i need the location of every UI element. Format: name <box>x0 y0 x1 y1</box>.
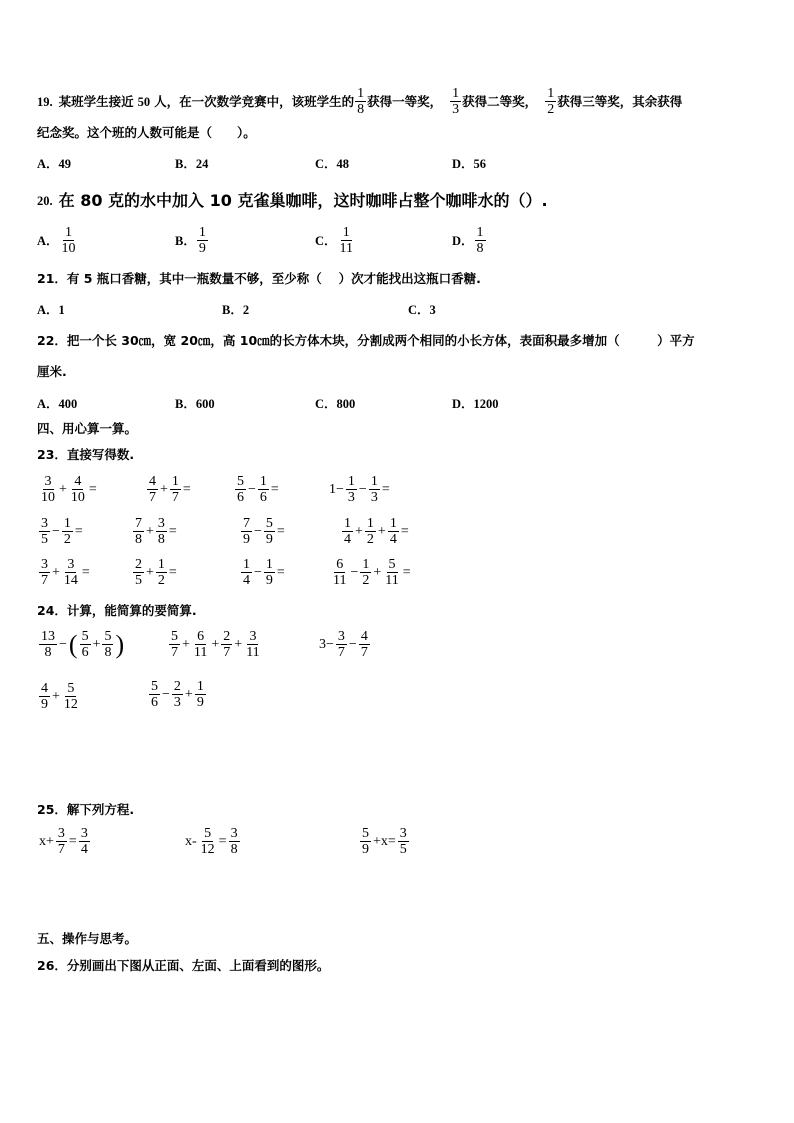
q19-option-b: B．24 <box>175 157 209 171</box>
fraction: $\frac{5}{12}$ <box>63 681 78 712</box>
q19-line1 <box>37 86 682 117</box>
q19-fraction-3: $\frac{1}{2}$ <box>547 86 555 117</box>
operator: = <box>270 481 279 497</box>
q19-fraction-1: $\frac{1}{8}$ <box>357 86 365 117</box>
operator: = <box>381 481 390 497</box>
q20-option-c-fraction: $\frac{1}{11}$ <box>339 225 354 256</box>
fraction: $\frac{1}{7}$ <box>171 474 179 505</box>
fraction: $\frac{3}{14}$ <box>63 557 78 588</box>
operator: = <box>400 523 409 539</box>
q23-expr-1-0 <box>38 516 84 547</box>
q25-equation-1 <box>38 826 91 857</box>
parenthesis: ( <box>68 629 78 659</box>
q22-text-line2: 厘米. <box>37 364 67 379</box>
operator: +x= <box>373 833 396 849</box>
operator: = <box>81 564 90 580</box>
q23-expr-1-1 <box>132 516 178 547</box>
fraction: $\frac{6}{11}$ <box>333 557 347 588</box>
q20-option-b-fraction: $\frac{1}{9}$ <box>198 225 206 256</box>
fraction: $\frac{5}{6}$ <box>237 474 244 505</box>
q19-text-c: 获得一等奖， <box>367 93 443 109</box>
fraction: $\frac{1}{2}$ <box>63 516 71 547</box>
fraction: $\frac{5}{8}$ <box>104 629 112 660</box>
q21-text: 21．有 5 瓶口香糖，其中一瓶数量不够，至少称（ ）次才能找出这瓶口香糖. <box>37 271 481 286</box>
section-5-heading: 五、操作与思考。 <box>37 931 138 946</box>
fraction: $\frac{3}{11}$ <box>246 629 260 660</box>
fraction: $\frac{1}{9}$ <box>265 557 273 588</box>
q19-number: 19. <box>37 94 53 109</box>
q19-text-d: 获得二等奖， <box>462 93 538 109</box>
q19-option-d: D．56 <box>452 157 487 171</box>
operator: + <box>373 564 382 580</box>
fraction: $\frac{4}{7}$ <box>360 629 368 660</box>
operator: − <box>254 523 262 539</box>
q20-option-d-fraction: $\frac{1}{8}$ <box>476 225 484 256</box>
operator: − <box>254 564 262 580</box>
fraction: $\frac{7}{8}$ <box>135 516 142 547</box>
operator: = <box>74 523 83 539</box>
fraction: $\frac{5}{12}$ <box>200 826 215 857</box>
fraction: $\frac{1}{4}$ <box>389 516 397 547</box>
fraction: $\frac{1}{2}$ <box>157 557 165 588</box>
fraction: $\frac{3}{8}$ <box>157 516 165 547</box>
q20-option-b: B． $\frac{1}{9}$ <box>175 225 206 256</box>
q23-expr-2-1 <box>132 557 178 588</box>
fraction: $\frac{3}{5}$ <box>41 516 48 547</box>
fraction: $\frac{1}{9}$ <box>196 679 204 710</box>
q22-text: 22．把一个长 30㎝，宽 20㎝，高 10㎝的长方体木块，分割成两个相同的小长方体，表面积最多增加（ ）平方 <box>37 333 695 348</box>
fraction: $\frac{2}{7}$ <box>223 629 231 660</box>
q23-expr-2-2 <box>240 557 286 588</box>
operator: + <box>52 564 60 580</box>
q22-option-c: C．800 <box>315 397 356 411</box>
operator: + <box>160 481 168 497</box>
q24-expr-1 <box>38 629 125 660</box>
fraction: $\frac{3}{7}$ <box>57 826 65 857</box>
fraction: $\frac{3}{7}$ <box>41 557 48 588</box>
fraction: $\frac{6}{11}$ <box>193 629 208 660</box>
operator: − <box>248 481 256 497</box>
q26-text: 26．分别画出下图从正面、左面、上面看到的图形。 <box>37 958 330 973</box>
fraction: $\frac{4}{10}$ <box>70 474 85 505</box>
q21-option-b: B．2 <box>222 303 250 317</box>
q24-expr-4 <box>38 681 81 712</box>
fraction: $\frac{3}{5}$ <box>399 826 407 857</box>
operator: = <box>68 833 77 849</box>
fraction: $\frac{2}{5}$ <box>135 557 142 588</box>
q22-option-a: A．400 <box>37 397 78 411</box>
operator: − <box>348 636 357 652</box>
q19-text-b: 人，在一次数学竞赛中，该班学生的 <box>154 93 355 109</box>
operator: + <box>377 523 386 539</box>
operator: 1− <box>329 481 344 497</box>
operator: = <box>168 523 177 539</box>
fraction: $\frac{7}{9}$ <box>243 516 250 547</box>
q23-expr-1-2 <box>240 516 286 547</box>
q20-option-a-fraction: $\frac{1}{10}$ <box>61 225 76 256</box>
q20-option-d: D． $\frac{1}{8}$ <box>452 225 484 256</box>
operator: = <box>402 564 411 580</box>
operator: + <box>59 481 67 497</box>
q23-expr-0-0 <box>38 474 98 505</box>
fraction: $\frac{1}{6}$ <box>259 474 267 505</box>
fraction: $\frac{2}{3}$ <box>173 679 181 710</box>
section-4-heading: 四、用心算一算。 <box>37 421 138 436</box>
fraction: $\frac{3}{10}$ <box>41 474 55 505</box>
q24-expr-3 <box>318 629 371 660</box>
operator: + <box>234 636 243 652</box>
q20-option-c: C． $\frac{1}{11}$ <box>315 225 354 256</box>
fraction: $\frac{3}{8}$ <box>230 826 238 857</box>
q23-expr-0-3 <box>328 474 391 505</box>
q25-title: 25．解下列方程. <box>37 802 135 817</box>
q22-option-d: D．1200 <box>452 397 499 411</box>
q23-expr-2-3 <box>330 557 412 588</box>
q23-title: 23．直接写得数. <box>37 447 135 462</box>
fraction: $\frac{1}{2}$ <box>366 516 374 547</box>
fraction: $\frac{1}{3}$ <box>347 474 355 505</box>
fraction: $\frac{13}{8}$ <box>41 629 55 660</box>
operator: 3− <box>319 636 334 652</box>
operator: x+ <box>39 833 54 849</box>
operator: − <box>52 523 60 539</box>
operator: = <box>182 481 191 497</box>
q19-text-a: 某班学生接近 <box>58 93 134 109</box>
operator: = <box>218 833 227 849</box>
q24-expr-2 <box>168 629 263 660</box>
fraction: $\frac{1}{2}$ <box>362 557 370 588</box>
operator: − <box>162 686 170 702</box>
q25-equation-2 <box>184 826 241 857</box>
operator: = <box>276 523 285 539</box>
fraction: $\frac{5}{6}$ <box>151 679 158 710</box>
q22-option-b: B．600 <box>175 397 215 411</box>
fraction: $\frac{4}{7}$ <box>149 474 156 505</box>
parenthesis: ) <box>115 629 125 659</box>
q20-text: 在 80 克的水中加入 10 克雀巢咖啡，这时咖啡占整个咖啡水的（）. <box>58 191 548 210</box>
q21-option-a: A．1 <box>37 303 65 317</box>
q24-title: 24．计算，能简算的要简算. <box>37 603 197 618</box>
q19-option-a: A．49 <box>37 157 72 171</box>
q24-expr-5 <box>148 679 207 710</box>
operator: + <box>92 636 101 652</box>
operator: − <box>358 481 367 497</box>
operator: + <box>146 564 154 580</box>
q20-number: 20. <box>37 194 53 208</box>
fraction: $\frac{5}{7}$ <box>171 629 178 660</box>
fraction: $\frac{1}{4}$ <box>344 516 351 547</box>
operator: + <box>211 636 220 652</box>
q23-expr-1-3 <box>341 516 410 547</box>
q19-fifty: 50 <box>137 94 151 109</box>
q20-option-a: A． $\frac{1}{10}$ <box>37 225 76 256</box>
operator: = <box>88 481 97 497</box>
operator: + <box>184 686 193 702</box>
q23-expr-2-0 <box>38 557 91 588</box>
q19-option-c: C．48 <box>315 157 350 171</box>
q19-text-e: 获得三等奖，其余获得 <box>557 93 683 109</box>
q20-line <box>37 191 548 211</box>
q25-equation-3 <box>359 826 410 857</box>
fraction: $\frac{5}{6}$ <box>81 629 89 660</box>
fraction: $\frac{3}{4}$ <box>80 826 88 857</box>
q19-line2: 纪念奖。这个班的人数可能是（ ）。 <box>37 125 256 140</box>
q23-expr-0-2 <box>234 474 280 505</box>
operator: + <box>52 688 60 704</box>
operator: + <box>182 636 190 652</box>
fraction: $\frac{5}{9}$ <box>362 826 369 857</box>
fraction: $\frac{1}{3}$ <box>370 474 378 505</box>
operator: + <box>355 523 363 539</box>
operator: = <box>276 564 285 580</box>
operator: + <box>146 523 154 539</box>
operator: x- <box>185 833 197 849</box>
q19-fraction-2: $\frac{1}{3}$ <box>452 86 460 117</box>
fraction: $\frac{1}{4}$ <box>243 557 250 588</box>
q23-expr-0-1 <box>146 474 192 505</box>
fraction: $\frac{3}{7}$ <box>337 629 345 660</box>
fraction: $\frac{5}{9}$ <box>265 516 273 547</box>
operator: = <box>168 564 177 580</box>
operator: − <box>350 564 359 580</box>
fraction: $\frac{4}{9}$ <box>41 681 48 712</box>
q21-option-c: C．3 <box>408 303 436 317</box>
operator: − <box>59 636 67 652</box>
fraction: $\frac{5}{11}$ <box>385 557 399 588</box>
